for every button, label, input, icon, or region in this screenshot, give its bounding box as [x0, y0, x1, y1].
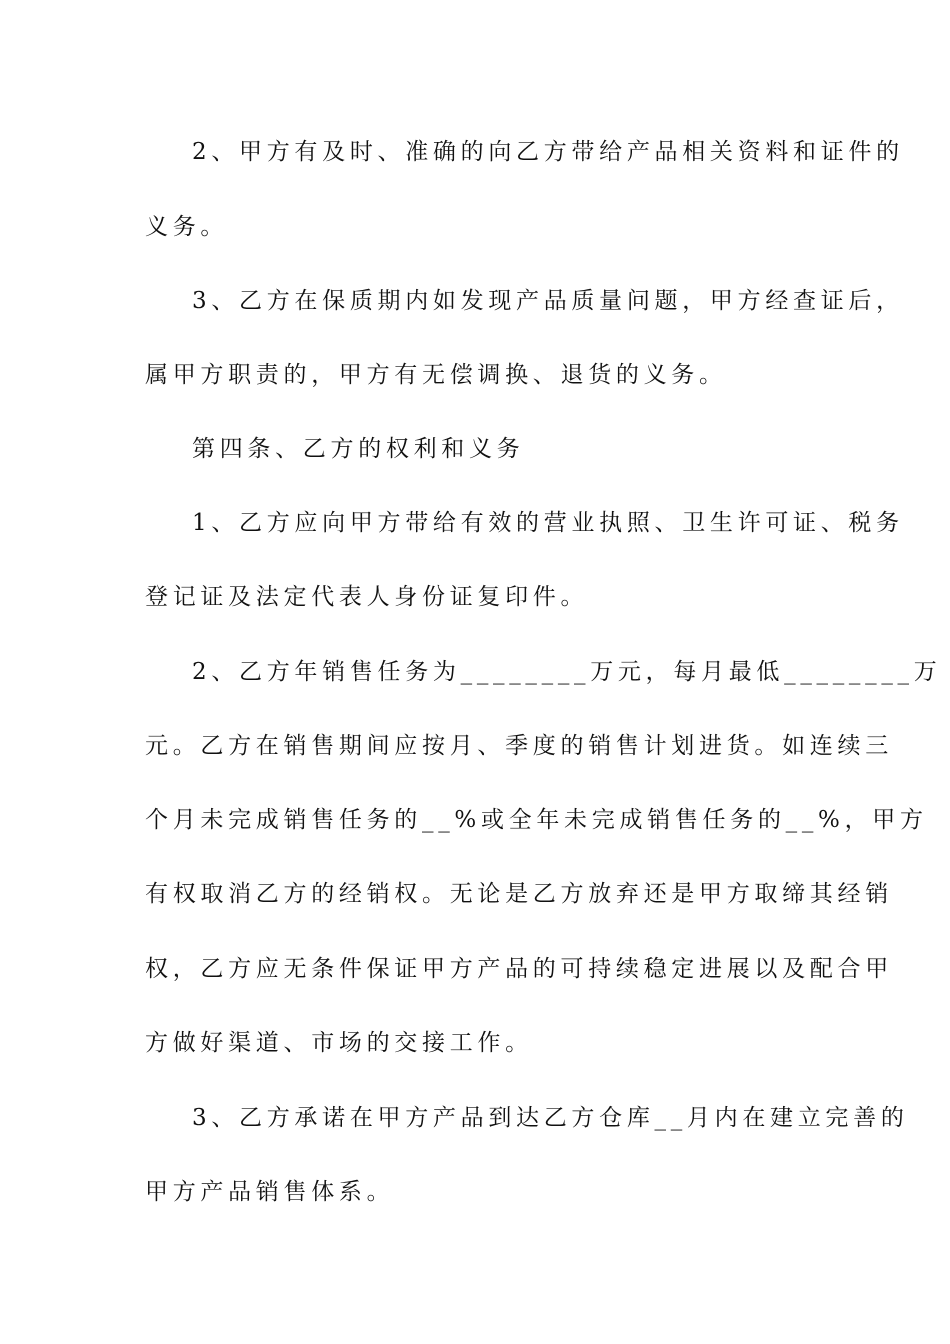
section-heading: 第四条、乙方的权利和义务	[192, 436, 525, 462]
paragraph-line: 元。乙方在销售期间应按月、季度的销售计划进货。如连续三	[145, 733, 893, 759]
paragraph-line: 2、乙方年销售任务为________万元，每月最低________万	[192, 659, 942, 685]
paragraph-line: 甲方产品销售体系。	[145, 1179, 395, 1205]
paragraph-line: 权，乙方应无条件保证甲方产品的可持续稳定进展以及配合甲	[145, 956, 893, 982]
paragraph-line: 登记证及法定代表人身份证复印件。	[145, 584, 589, 610]
paragraph-line: 有权取消乙方的经销权。无论是乙方放弃还是甲方取缔其经销	[145, 881, 893, 907]
paragraph-line: 属甲方职责的，甲方有无偿调换、退货的义务。	[145, 362, 727, 388]
paragraph-line: 3、乙方承诺在甲方产品到达乙方仓库__月内在建立完善的	[192, 1105, 909, 1131]
paragraph-line: 3、乙方在保质期内如发现产品质量问题，甲方经查证后，	[192, 288, 904, 314]
paragraph-line: 1、乙方应向甲方带给有效的营业执照、卫生许可证、税务	[192, 510, 904, 536]
paragraph-line: 2、甲方有及时、准确的向乙方带给产品相关资料和证件的	[192, 139, 904, 165]
paragraph-line: 方做好渠道、市场的交接工作。	[145, 1030, 533, 1056]
paragraph-line: 个月未完成销售任务的__%或全年未完成销售任务的__%，甲方	[145, 807, 928, 833]
paragraph-line: 义务。	[145, 214, 229, 240]
